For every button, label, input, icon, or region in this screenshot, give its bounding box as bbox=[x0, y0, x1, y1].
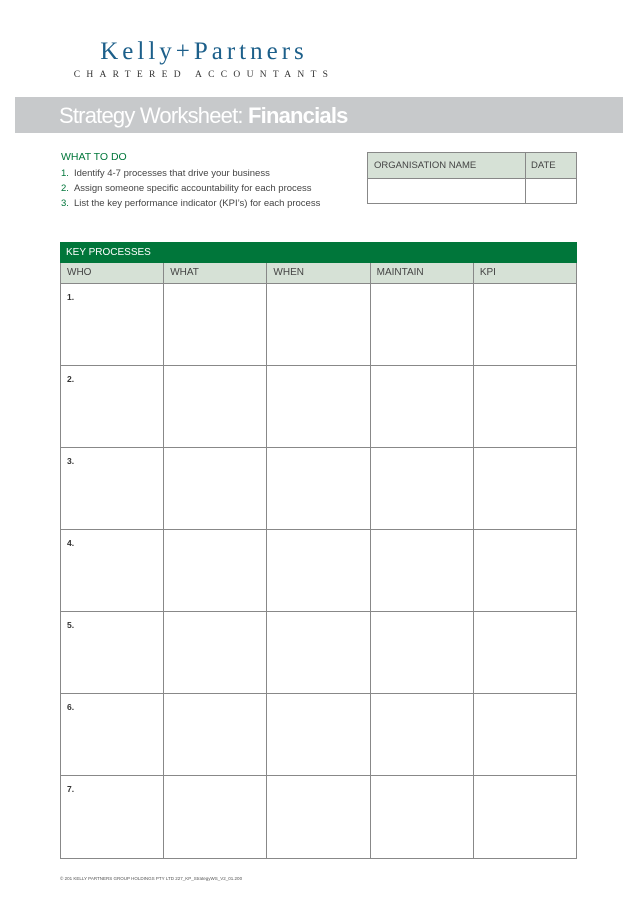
row-number: 1. bbox=[67, 292, 75, 302]
table-cell[interactable] bbox=[474, 448, 576, 529]
table-cell[interactable] bbox=[164, 776, 267, 858]
row-number: 7. bbox=[67, 784, 75, 794]
table-cell[interactable] bbox=[267, 530, 370, 611]
date-label: DATE bbox=[531, 160, 556, 171]
table-cell[interactable] bbox=[267, 448, 370, 529]
table-cell[interactable] bbox=[474, 776, 576, 858]
key-processes-table bbox=[60, 242, 577, 859]
table-cell[interactable] bbox=[61, 284, 164, 365]
table-cell[interactable] bbox=[474, 284, 576, 365]
table-cell[interactable] bbox=[164, 284, 267, 365]
table-cell[interactable] bbox=[164, 530, 267, 611]
table-cell[interactable] bbox=[61, 448, 164, 529]
instruction-number: 2. bbox=[61, 183, 69, 194]
organisation-name-label: ORGANISATION NAME bbox=[374, 160, 477, 171]
table-cell[interactable] bbox=[164, 612, 267, 693]
table-cell[interactable] bbox=[61, 612, 164, 693]
instruction-number: 3. bbox=[61, 198, 69, 209]
table-cell[interactable] bbox=[267, 694, 370, 775]
table-row bbox=[61, 448, 576, 530]
instruction-item bbox=[61, 166, 320, 181]
organisation-table-divider bbox=[525, 153, 526, 203]
instruction-text: Identify 4-7 processes that drive your business bbox=[73, 168, 270, 179]
table-row bbox=[61, 776, 576, 858]
page-title-prefix: Strategy Worksheet: bbox=[59, 103, 249, 128]
column-header-who: WHO bbox=[61, 263, 164, 283]
instruction-text: List the key performance indicator (KPI’s) for each process bbox=[73, 198, 321, 209]
column-header-maintain: MAINTAIN bbox=[371, 263, 474, 283]
table-cell[interactable] bbox=[474, 612, 576, 693]
table-cell[interactable] bbox=[371, 612, 474, 693]
page-title bbox=[59, 103, 348, 129]
table-cell[interactable] bbox=[371, 776, 474, 858]
table-cell[interactable] bbox=[371, 694, 474, 775]
what-to-do-heading: WHAT TO DO bbox=[61, 151, 127, 163]
table-cell[interactable] bbox=[371, 530, 474, 611]
row-number: 3. bbox=[67, 456, 75, 466]
row-number: 2. bbox=[67, 374, 75, 384]
table-cell[interactable] bbox=[267, 776, 370, 858]
organisation-table bbox=[367, 152, 577, 204]
table-row bbox=[61, 530, 576, 612]
page-title-emphasis: Financials bbox=[248, 103, 348, 128]
row-number: 5. bbox=[67, 620, 75, 630]
instruction-number: 1. bbox=[61, 168, 69, 179]
table-cell[interactable] bbox=[61, 776, 164, 858]
instruction-item bbox=[61, 196, 320, 211]
column-header-when: WHEN bbox=[267, 263, 370, 283]
row-number: 6. bbox=[67, 702, 75, 712]
table-cell[interactable] bbox=[267, 612, 370, 693]
table-cell[interactable] bbox=[267, 366, 370, 447]
table-cell[interactable] bbox=[371, 448, 474, 529]
table-cell[interactable] bbox=[61, 366, 164, 447]
table-cell[interactable] bbox=[371, 284, 474, 365]
table-row bbox=[61, 694, 576, 776]
table-row bbox=[61, 284, 576, 366]
instructions-list bbox=[61, 166, 320, 211]
column-header-kpi: KPI bbox=[479, 267, 496, 278]
table-row bbox=[61, 366, 576, 448]
table-cell[interactable] bbox=[474, 530, 576, 611]
key-processes-grid bbox=[60, 263, 577, 859]
footer-copyright: © 201 KELLY PARTNERS GROUP HOLDINGS PTY LTD 227_KP_StrategyWS_V2_01.200 bbox=[60, 876, 243, 881]
brand-logo bbox=[0, 38, 408, 66]
table-row bbox=[61, 612, 576, 694]
table-cell[interactable] bbox=[61, 694, 164, 775]
column-header-what: WHAT bbox=[164, 263, 267, 283]
instruction-item bbox=[61, 181, 320, 196]
table-cell[interactable] bbox=[371, 366, 474, 447]
table-cell[interactable] bbox=[164, 448, 267, 529]
instruction-text: Assign someone specific accountability for each process bbox=[73, 183, 312, 194]
key-processes-heading: KEY PROCESSES bbox=[60, 242, 577, 263]
table-cell[interactable] bbox=[164, 694, 267, 775]
table-cell[interactable] bbox=[267, 284, 370, 365]
row-number: 4. bbox=[67, 538, 75, 548]
table-cell[interactable] bbox=[61, 530, 164, 611]
column-headers bbox=[61, 263, 576, 284]
table-cell[interactable] bbox=[164, 366, 267, 447]
logo-wordmark: Kelly+Partners bbox=[100, 38, 308, 65]
table-cell[interactable] bbox=[474, 366, 576, 447]
logo-tagline: CHARTERED ACCOUNTANTS bbox=[73, 70, 335, 80]
table-cell[interactable] bbox=[474, 694, 576, 775]
